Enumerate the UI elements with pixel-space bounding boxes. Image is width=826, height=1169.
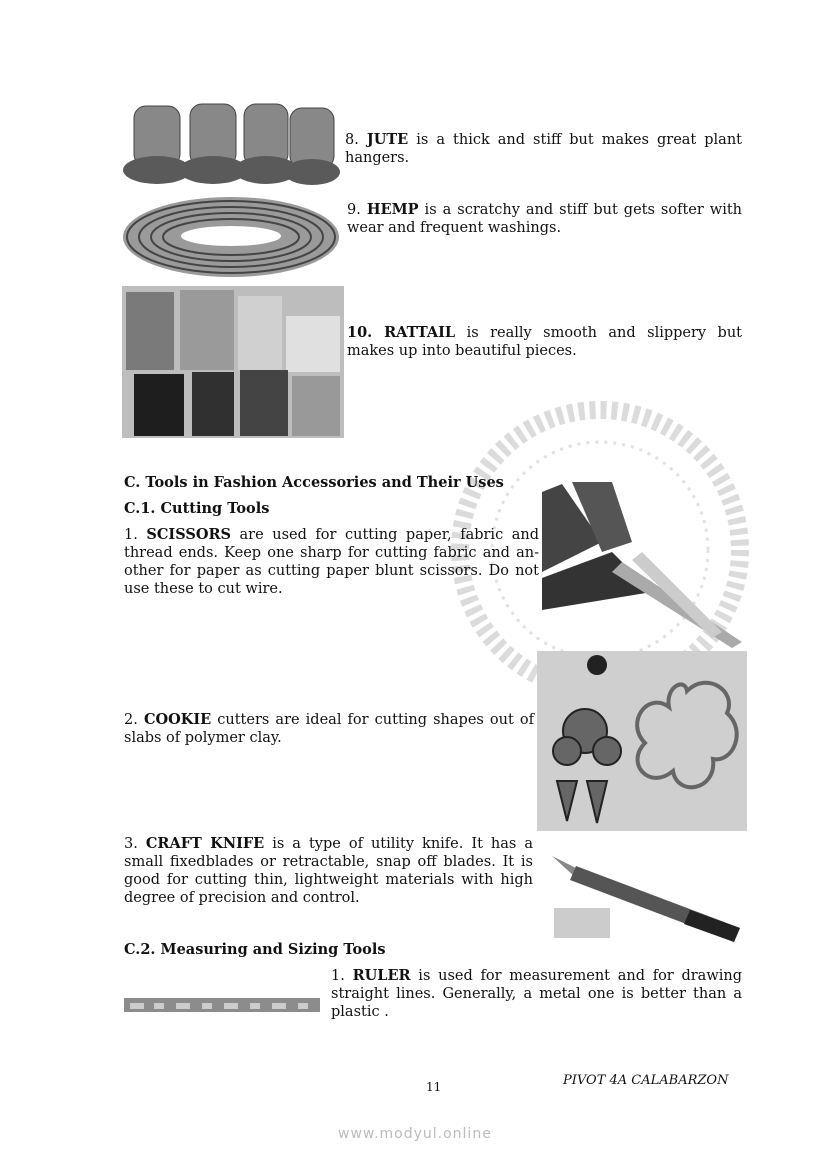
hemp-image	[120, 192, 342, 282]
tool-scissors: 1. SCISSORS are used for cutting paper, fabric and thread ends. Keep one sharp for cutting fabric and an-other for paper as cutting paper blunt scissors. Do not use these to cut wire.	[124, 526, 540, 597]
tool-craft-knife: 3. CRAFT KNIFE is a type of utility knife. It has a small fixedblades or retractable, snap off blades. It is good for cutting thin, lightweight materials with high degree of precision and control.	[124, 835, 533, 906]
material-jute: 8. JUTE is a thick and stiff but makes great plant hangers.	[345, 131, 742, 166]
publisher-footer: PIVOT 4A CALABARZON	[563, 1073, 729, 1088]
section-c-title: C. Tools in Fashion Accessories and Their Uses	[124, 474, 504, 491]
tool-ruler: 1. RULER is used for measurement and for drawing straight lines. Generally, a metal one is better than a plastic .	[331, 967, 742, 1020]
scissors-image	[542, 482, 746, 650]
craft-knife-image	[540, 850, 744, 948]
site-watermark[interactable]: www.modyul.online	[338, 1126, 492, 1142]
rattail-image	[122, 286, 344, 438]
ruler-image	[124, 998, 320, 1012]
section-c1-title: C.1. Cutting Tools	[124, 500, 270, 517]
tool-cookie-cutter: 2. COOKIE cutters are ideal for cutting shapes out of slabs of polymer clay.	[124, 711, 535, 746]
section-c2-title: C.2. Measuring and Sizing Tools	[124, 941, 386, 958]
page-number: 11	[426, 1080, 442, 1094]
material-rattail: 10. RATTAIL is really smooth and slippery but makes up into beautiful pieces.	[347, 324, 742, 359]
jute-image	[120, 98, 340, 190]
cookie-cutter-image	[537, 651, 747, 831]
material-hemp: 9. HEMP is a scratchy and stiff but gets softer with wear and frequent washings.	[347, 201, 743, 236]
